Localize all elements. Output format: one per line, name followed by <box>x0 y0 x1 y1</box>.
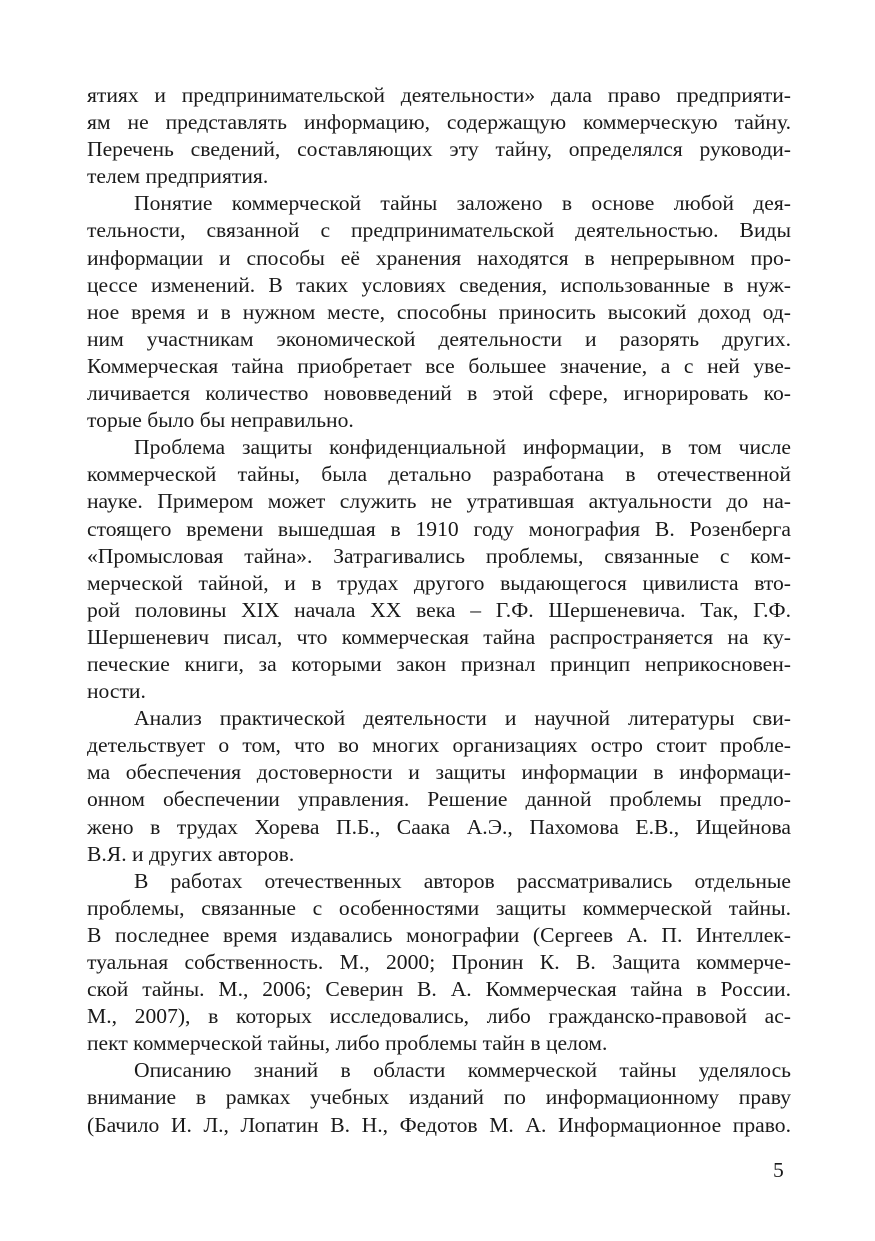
text-line: ям не представлять информацию, содержащую коммерческую тайну. <box>87 110 791 135</box>
text-line: рой половины XIX начала XX века – Г.Ф. Шершеневича. Так, Г.Ф. <box>87 597 791 622</box>
text-line: Перечень сведений, составляющих эту тайну, определялся руководи- <box>87 137 791 162</box>
text-line: М., 2007), в которых исследовались, либо гражданско-правовой ас- <box>87 1004 791 1029</box>
paragraph <box>87 868 791 1058</box>
text-line: тельности, связанной с предпринимательской деятельностью. Виды <box>87 218 791 243</box>
text-line: торые было бы неправильно. <box>87 408 354 433</box>
text-line: цессе изменений. В таких условиях сведения, использованные в нуж- <box>87 272 791 297</box>
text-line: мерческой тайной, и в трудах другого выдающегося цивилиста вто- <box>87 570 791 595</box>
text-line: коммерческой тайны, была детально разработана в отечественной <box>87 462 791 487</box>
text-line: ма обеспечения достоверности и защиты информации в информаци- <box>87 760 791 785</box>
text-line: онном обеспечении управления. Решение данной проблемы предло- <box>87 787 791 812</box>
text-line: телем предприятия. <box>87 164 269 189</box>
text-line: информации и способы её хранения находятся в непрерывном про- <box>87 245 791 270</box>
text-line: В последнее время издавались монографии (Сергеев А. П. Интеллек- <box>87 922 791 947</box>
text-line: науке. Примером может служить не утратившая актуальности до на- <box>87 489 791 514</box>
text-line: туальная собственность. М., 2000; Пронин К. В. Защита коммерче- <box>87 950 791 974</box>
text-line: жено в трудах Хорева П.Б., Саака А.Э., Пахомова Е.В., Ищейнова <box>87 814 791 839</box>
text-line: В работах отечественных авторов рассматривались отдельные <box>134 868 791 893</box>
paragraph <box>87 190 791 434</box>
text-line: внимание в рамках учебных изданий по информационному праву <box>87 1085 791 1110</box>
text-line: стоящего времени вышедшая в 1910 году монография В. Розенберга <box>87 516 791 541</box>
text-line: «Промысловая тайна». Затрагивались проблемы, связанные с ком- <box>87 543 791 568</box>
text-line: (Бачило И. Л., Лопатин В. Н., Федотов М. А. Информационное право. <box>87 1112 791 1137</box>
text-line: пект коммерческой тайны, либо проблемы тайн в целом. <box>87 1031 608 1056</box>
text-line: Проблема защиты конфиденциальной информации, в том числе <box>134 435 791 460</box>
text-line: ности. <box>87 679 146 704</box>
paragraph <box>87 705 791 868</box>
text-line: Описанию знаний в области коммерческой тайны уделялось <box>134 1058 791 1083</box>
text-line: В.Я. и других авторов. <box>87 841 295 866</box>
text-line: ской тайны. М., 2006; Северин В. А. Коммерческая тайна в России. <box>87 977 791 1002</box>
text-line: Понятие коммерческой тайны заложено в основе любой дея- <box>134 191 791 216</box>
text-line: Шершеневич писал, что коммерческая тайна распространяется на ку- <box>87 624 791 649</box>
paragraph <box>87 434 791 705</box>
text-line: ятиях и предпринимательской деятельности» дала право предприяти- <box>87 83 791 107</box>
text-line: детельствует о том, что во многих организациях остро стоит пробле- <box>87 733 791 758</box>
text-line: Коммерческая тайна приобретает все большее значение, а с ней уве- <box>87 353 791 378</box>
text-line: личивается количество нововведений в этой сфере, игнорировать ко- <box>87 381 791 406</box>
text-line: печеские книги, за которыми закон признал принцип неприкосновен- <box>87 651 791 676</box>
text-line: ное время и в нужном месте, способны приносить высокий доход од- <box>87 299 791 324</box>
text-line: Анализ практической деятельности и научной литературы сви- <box>134 706 791 731</box>
page-number: 5 <box>773 1158 784 1182</box>
paragraph <box>87 1057 791 1138</box>
paragraph <box>87 82 791 190</box>
text-line: проблемы, связанные с особенностями защиты коммерческой тайны. <box>87 895 791 920</box>
page-body <box>87 82 791 1139</box>
text-line: ним участникам экономической деятельности и разорять других. <box>87 326 791 351</box>
